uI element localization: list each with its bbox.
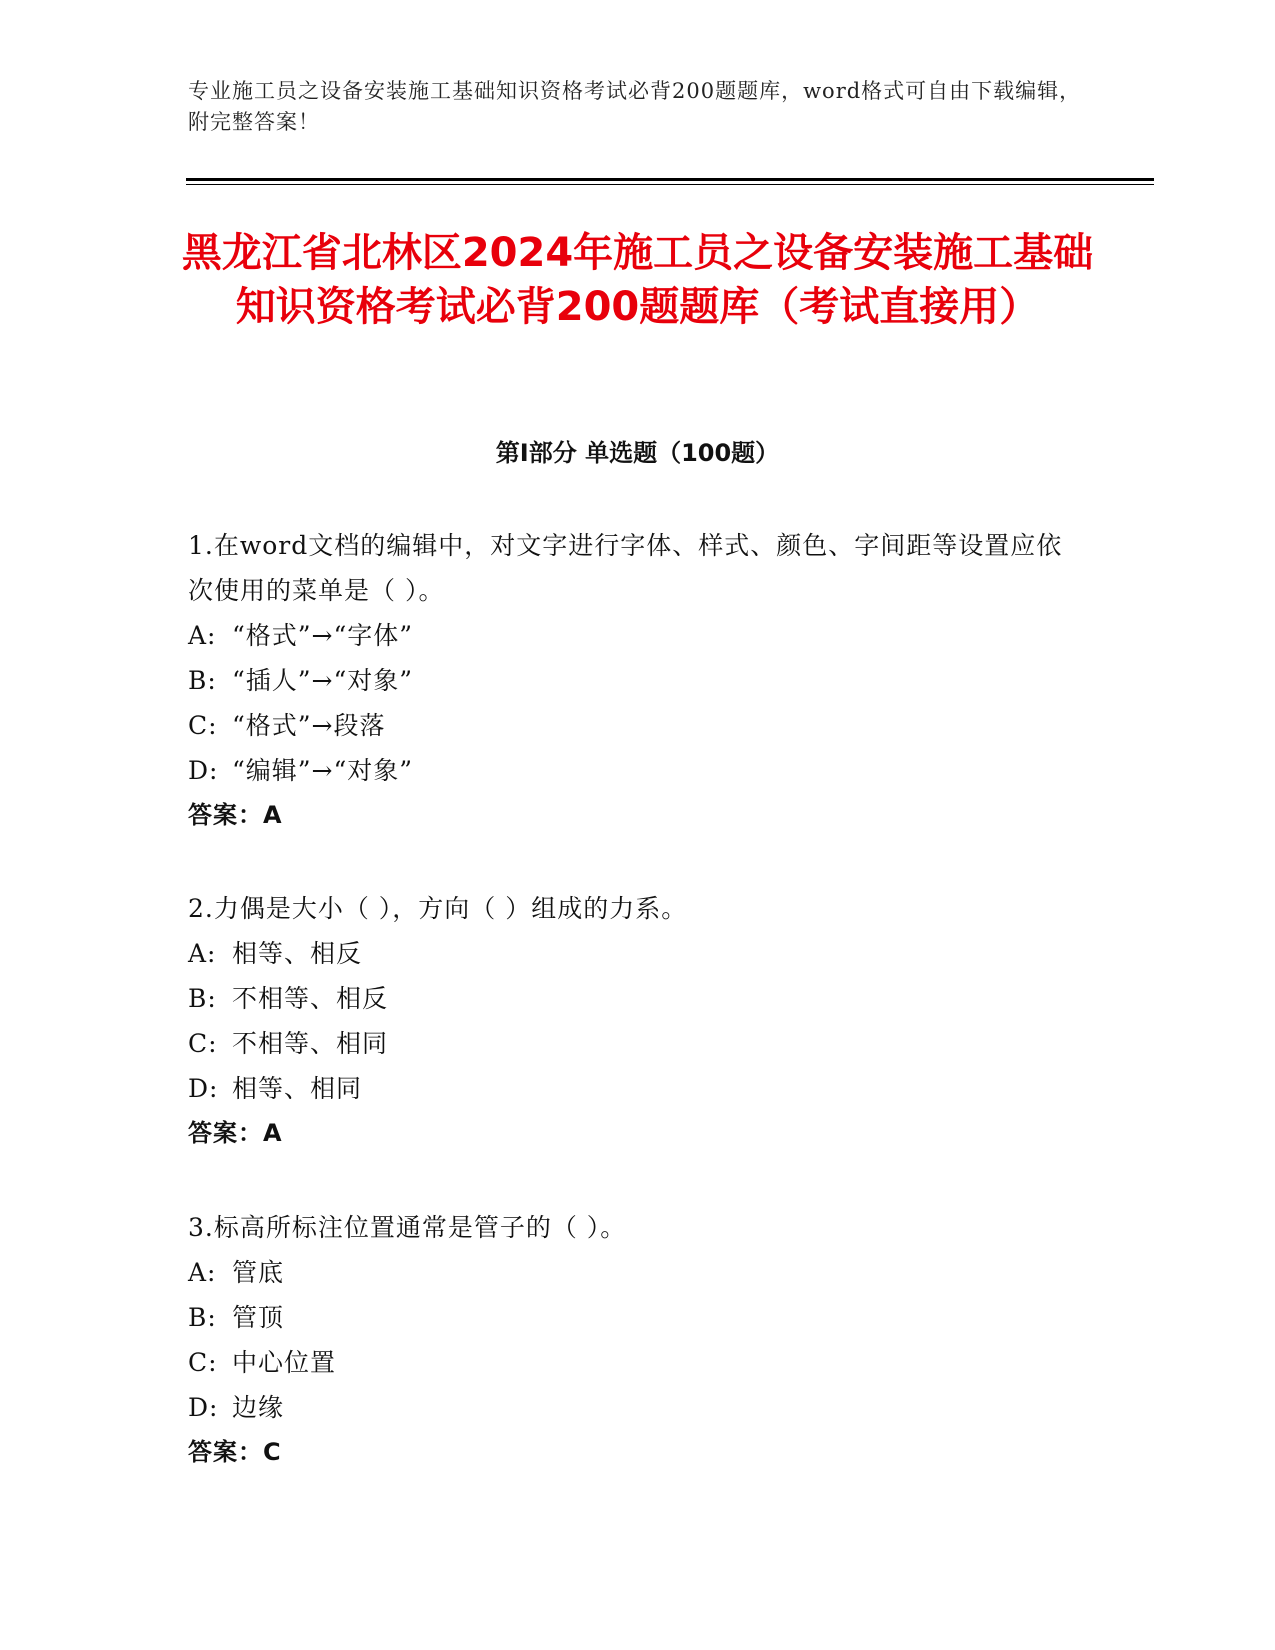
option-c: [188, 703, 1088, 748]
option-b: [188, 976, 1088, 1021]
option-text: 管顶: [232, 1303, 285, 1332]
question-2: [188, 886, 1088, 1156]
question-stem: 2.力偶是大小（ ），方向（ ）组成的力系。: [188, 894, 688, 923]
option-d: [188, 1385, 1088, 1430]
option-text: 不相等、相同: [232, 1029, 389, 1058]
option-text: 边缘: [232, 1393, 285, 1422]
question-stem: 1.在word文档的编辑中，对文字进行字体、样式、颜色、字间距等设置应依次使用的菜单是（ ）。: [188, 531, 1063, 605]
option-d: [188, 1066, 1088, 1111]
option-text: 相等、相反: [232, 939, 363, 968]
answer-value: C: [263, 1438, 282, 1466]
answer-label: 答案：: [188, 1438, 263, 1466]
option-key: C:: [188, 1029, 218, 1058]
section-heading: 第Ⅰ部分 单选题（100题）: [495, 439, 780, 467]
answer-label: 答案：: [188, 1119, 263, 1147]
option-key: A:: [188, 621, 217, 650]
option-text: “格式”→“字体”: [232, 621, 414, 650]
header-rule-thick: [186, 178, 1154, 181]
option-key: D:: [188, 1393, 219, 1422]
option-key: A:: [188, 939, 217, 968]
option-text: 不相等、相反: [232, 984, 389, 1013]
header-rule-thin: [186, 184, 1154, 185]
option-text: “插人”→“对象”: [232, 666, 414, 695]
option-text: “格式”→段落: [232, 711, 386, 740]
answer-value: A: [263, 801, 283, 829]
option-key: D:: [188, 1074, 219, 1103]
answer-line: [188, 1430, 1088, 1475]
header-note: 专业施工员之设备安装施工基础知识资格考试必背200题题库，word格式可自由下载编辑，附完整答案！: [188, 79, 1082, 134]
option-key: D:: [188, 756, 219, 785]
option-text: 中心位置: [232, 1348, 337, 1377]
question-3: [188, 1205, 1088, 1475]
option-key: C:: [188, 1348, 218, 1377]
answer-line: [188, 793, 1088, 838]
option-c: [188, 1021, 1088, 1066]
option-key: B:: [188, 1303, 217, 1332]
option-c: [188, 1340, 1088, 1385]
option-key: C:: [188, 711, 218, 740]
option-key: A:: [188, 1258, 217, 1287]
option-a: [188, 613, 1088, 658]
option-a: [188, 1250, 1088, 1295]
option-text: 相等、相同: [232, 1074, 363, 1103]
answer-label: 答案：: [188, 801, 263, 829]
answer-line: [188, 1111, 1088, 1156]
option-text: 管底: [232, 1258, 285, 1287]
question-stem: 3.标高所标注位置通常是管子的（ ）。: [188, 1213, 627, 1242]
option-d: [188, 748, 1088, 793]
option-key: B:: [188, 666, 217, 695]
answer-value: A: [263, 1119, 283, 1147]
option-text: “编辑”→“对象”: [232, 756, 414, 785]
option-a: [188, 931, 1088, 976]
option-b: [188, 658, 1088, 703]
question-1: [188, 523, 1088, 838]
option-b: [188, 1295, 1088, 1340]
document-title: 黑龙江省北林区2024年施工员之设备安装施工基础知识资格考试必背200题题库（考试直接用）: [181, 230, 1094, 330]
option-key: B:: [188, 984, 217, 1013]
